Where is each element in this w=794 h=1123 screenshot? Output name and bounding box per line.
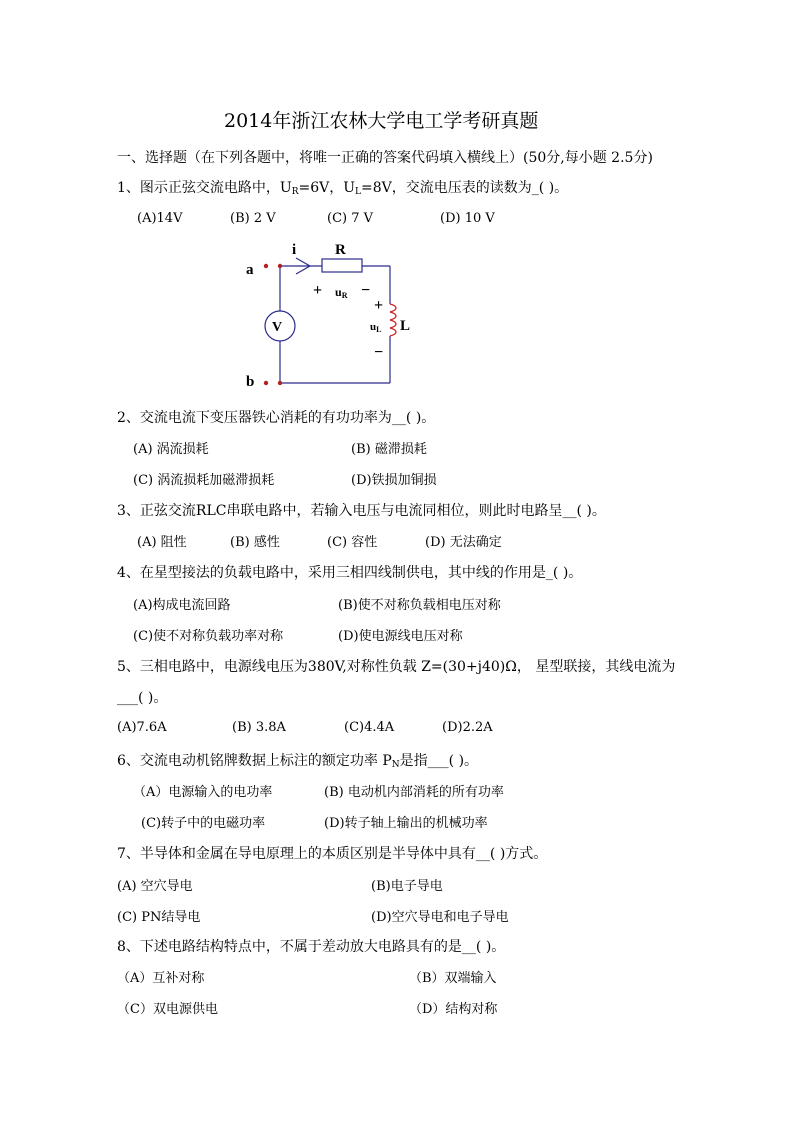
inductor-label: L: [400, 318, 411, 334]
rl-circuit-diagram: [230, 232, 430, 397]
q7-option-c: (C) PN结导电: [117, 910, 201, 925]
current-label: i: [292, 242, 297, 258]
ul-minus-sign: −: [374, 344, 384, 361]
page-title: 2014年浙江农林大学电工学考研真题: [224, 110, 539, 132]
section-heading: 一、选择题（在下列各题中，将唯一正确的答案代码填入横线上）(50分,每小题 2.5分): [117, 150, 653, 166]
q8-option-a: （A）互补对称: [117, 971, 205, 986]
q5-option-d: (D)2.2A: [442, 720, 493, 735]
q1-option-a: (A)14V: [137, 211, 183, 226]
q3-option-b: (B) 感性: [230, 535, 280, 550]
q3-option-c: (C) 容性: [327, 535, 378, 550]
q6-option-c: (C)转子中的电磁功率: [141, 816, 266, 831]
q6-option-a: （A）电源输入的电功率: [133, 785, 273, 800]
q6-option-b: (B) 电动机内部消耗的所有功率: [324, 785, 504, 800]
q4-option-b: (B)使不对称负载相电压对称: [338, 598, 501, 613]
voltmeter-label: V: [272, 320, 283, 335]
ur-minus-sign: −: [361, 282, 371, 299]
q8-option-c: （C）双电源供电: [117, 1002, 218, 1017]
q8-option-b: （B）双端输入: [409, 971, 497, 986]
ur-plus-sign: +: [313, 282, 323, 299]
question-5-continuation: ___( )。: [117, 690, 168, 706]
q2-option-c: (C) 涡流损耗加磁滞损耗: [133, 473, 275, 488]
q3-option-d: (D) 无法确定: [425, 535, 502, 550]
q2-option-a: (A) 涡流损耗: [133, 442, 209, 457]
resistor-label: R: [335, 242, 346, 258]
ul-label: uL: [370, 321, 382, 334]
q1-option-d: (D) 10 V: [440, 211, 495, 226]
ur-label: uR: [335, 285, 348, 300]
q3-option-a: (A) 阻性: [137, 535, 187, 550]
q4-option-d: (D)使电源线电压对称: [338, 629, 463, 644]
q4-option-c: (C)使不对称负载功率对称: [133, 629, 284, 644]
question-8: 8、下述电路结构特点中，不属于差动放大电路具有的是__( )。: [117, 939, 506, 955]
q8-option-d: （D）结构对称: [409, 1002, 498, 1017]
question-6: 6、交流电动机铭牌数据上标注的额定功率 $P_N$是指___( )。: [117, 753, 479, 770]
question-5: 5、三相电路中，电源线电压为380V,对称性负载 Z=(30+j40)Ω， 星型联接，其线电流为: [117, 659, 676, 675]
inductor-coil-icon: [390, 304, 396, 336]
q1-option-c: (C) 7 V: [327, 211, 374, 226]
q1-option-b: (B) 2 V: [230, 211, 276, 226]
q4-option-a: (A)构成电流回路: [133, 598, 231, 613]
question-3: 3、正弦交流RLC串联电路中，若输入电压与电流同相位，则此时电路呈__( )。: [117, 503, 606, 519]
question-4: 4、在星型接法的负载电路中，采用三相四线制供电，其中线的作用是_( )。: [117, 565, 583, 581]
q7-option-d: (D)空穴导电和电子导电: [371, 910, 509, 925]
question-7: 7、半导体和金属在导电原理上的本质区别是半导体中具有__( )方式。: [117, 846, 548, 862]
q5-option-c: (C)4.4A: [344, 720, 395, 735]
question-2: 2、交流电流下变压器铁心消耗的有功功率为__( )。: [117, 410, 436, 426]
question-1: 1、图示正弦交流电路中，$U_R=6V$，$U_L=8V$，交流电压表的读数为_( )。: [117, 180, 569, 197]
q2-option-b: (B) 磁滞损耗: [351, 442, 427, 457]
q6-option-d: (D)转子轴上输出的机械功率: [324, 816, 488, 831]
q7-option-b: (B)电子导电: [371, 879, 443, 894]
ul-plus-sign: +: [374, 297, 384, 314]
q2-option-d: (D)铁损加铜损: [351, 473, 437, 488]
q5-option-a: (A)7.6A: [117, 720, 167, 735]
q7-option-a: (A) 空穴导电: [117, 879, 193, 894]
node-b-label: b: [246, 374, 255, 390]
node-a-label: a: [246, 262, 254, 278]
q5-option-b: (B) 3.8A: [232, 720, 286, 735]
